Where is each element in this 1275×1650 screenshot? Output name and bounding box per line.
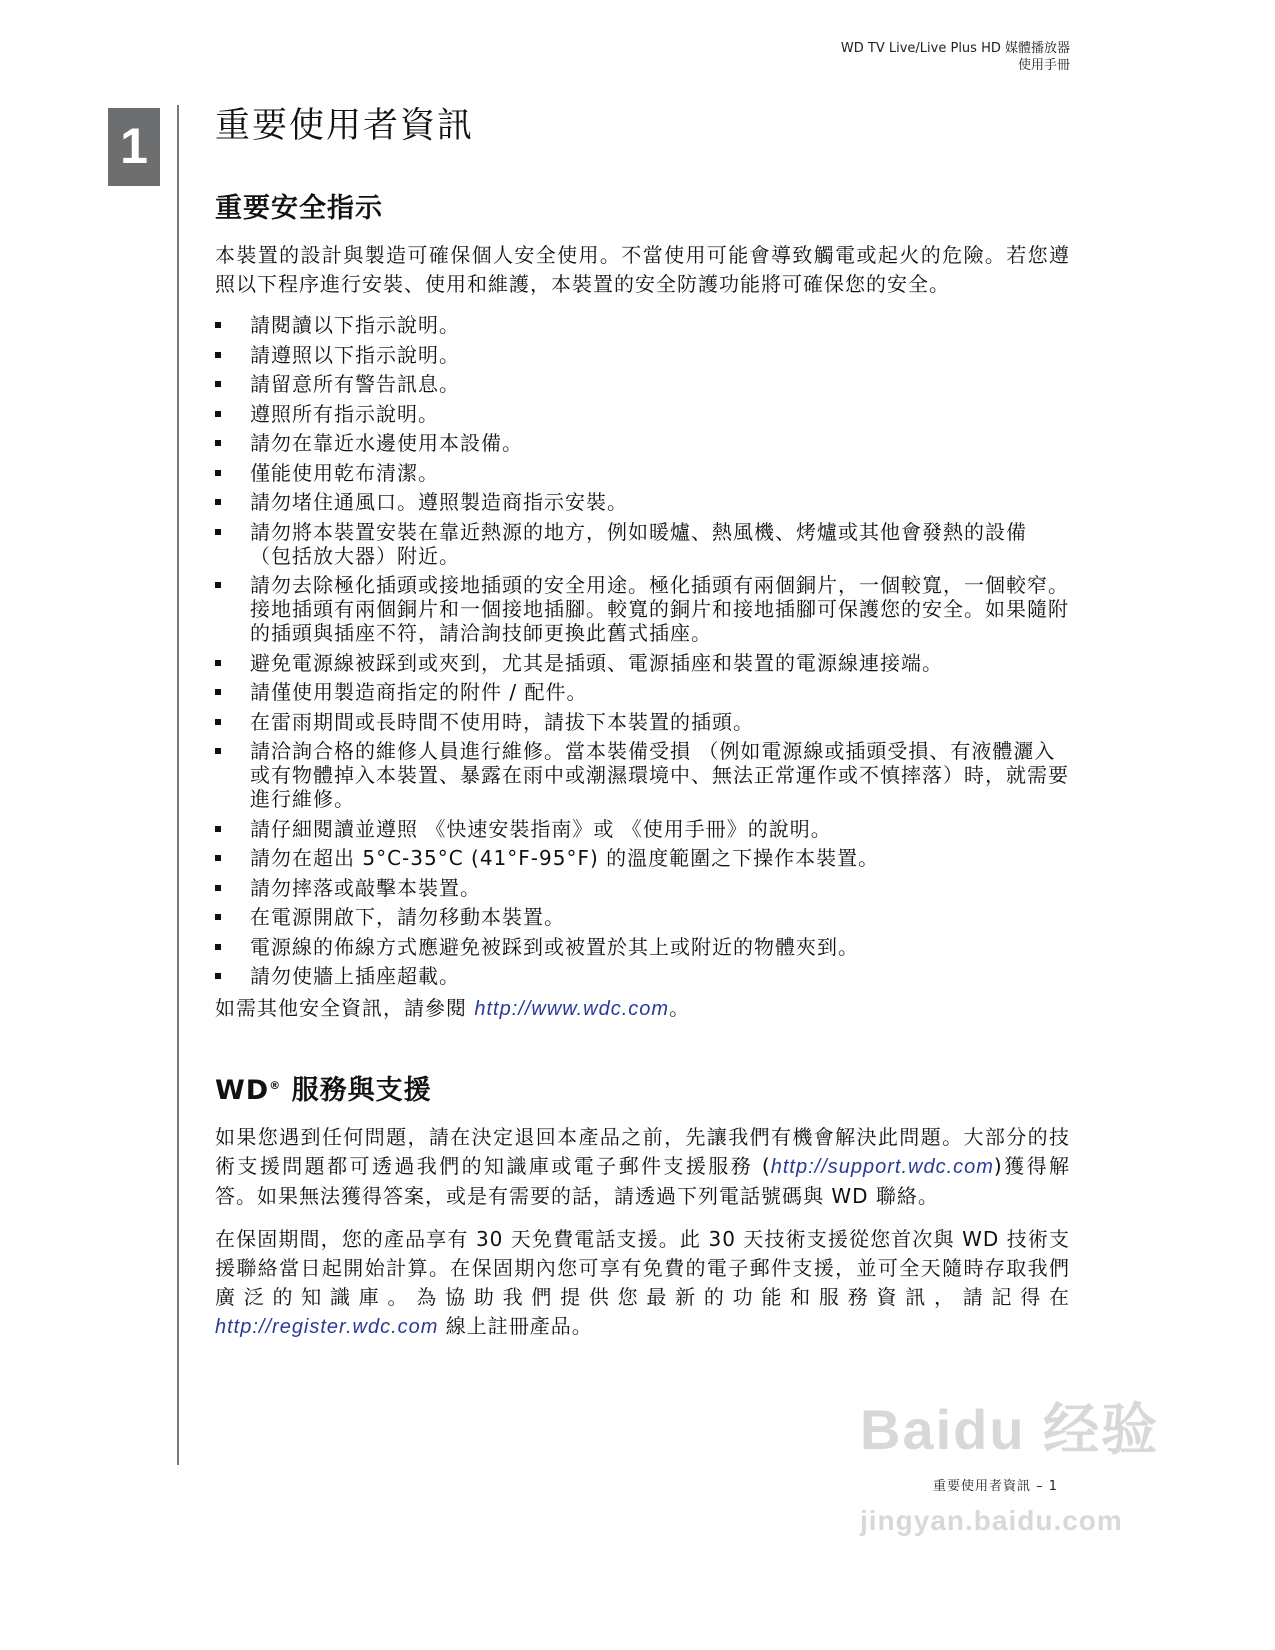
safety-list-item: 請仔細閱讀並遵照 《快速安裝指南》或 《使用手冊》的說明。	[215, 817, 1070, 841]
safety-list-item: 請勿使牆上插座超載。	[215, 964, 1070, 988]
header-manual: 使用手冊	[1017, 58, 1070, 73]
header-product: WD TV Live/Live Plus HD 媒體播放器	[840, 41, 1070, 56]
safety-list-item: 請閱讀以下指示說明。	[215, 313, 1070, 337]
bullet-icon	[215, 973, 221, 979]
safety-list-item: 電源線的佈線方式應避免被踩到或被置於其上或附近的物體夾到。	[215, 935, 1070, 959]
safety-list-item: 遵照所有指示說明。	[215, 402, 1070, 426]
safety-list-item: 請勿在靠近水邊使用本設備。	[215, 431, 1070, 455]
safety-list-item: 請勿去除極化插頭或接地插頭的安全用途。極化插頭有兩個銅片，一個較寬，一個較窄。接地插頭有兩個銅片和一個接地插腳。較寬的銅片和接地插腳可保護您的安全。如果隨附的插頭與插座不符，請洽詢技師更換此舊式插座。	[215, 573, 1070, 645]
baidu-watermark-url: jingyan.baidu.com	[860, 1505, 1123, 1536]
safety-list-item: 請洽詢合格的維修人員進行維修。當本裝備受損 （例如電源線或插頭受損、有液體灑入或有物體掉入本裝置、暴露在雨中或潮濕環境中、無法正常運作或不慎摔落）時，就需要進行維修。	[215, 739, 1070, 811]
safety-list-item: 請留意所有警告訊息。	[215, 372, 1070, 396]
baidu-watermark-logo: Baidu 经验	[860, 1398, 1160, 1461]
bullet-icon	[215, 914, 221, 920]
safety-intro: 本裝置的設計與製造可確保個人安全使用。不當使用可能會導致觸電或起火的危險。若您遵照以下程序進行安裝、使用和維護，本裝置的安全防護功能將可確保您的安全。	[215, 243, 1070, 296]
bullet-icon	[215, 381, 221, 387]
page-content	[215, 98, 1070, 1356]
bullet-icon	[215, 411, 221, 417]
bullet-icon	[215, 582, 221, 588]
safety-heading: 重要安全指示	[215, 193, 383, 224]
page-footer: 重要使用者資訊 – 1	[933, 1479, 1059, 1494]
chapter-number-badge: 1	[108, 108, 160, 186]
bullet-icon	[215, 689, 221, 695]
bullet-icon	[215, 322, 221, 328]
bullet-icon	[215, 499, 221, 505]
support-heading: WD® 服務與支援	[215, 1075, 432, 1106]
support-paragraph-2: 在保固期間，您的產品享有 30 天免費電話支援。此 30 天技術支援從您首次與 WD 技術支援聯絡當日起開始計算。在保固期內您可享有免費的電子郵件支援，並可全天隨時存取我們廣泛的知識庫。為協助我們提供您最新的功能和服務資訊，請記得在 http://register.wdc.com 線上註冊產品。	[215, 1227, 1070, 1338]
wdc-link[interactable]: http://www.wdc.com	[474, 998, 670, 1020]
bullet-icon	[215, 719, 221, 725]
register-link[interactable]: http://register.wdc.com	[215, 1316, 439, 1338]
bullet-icon	[215, 440, 221, 446]
page-title: 重要使用者資訊	[215, 106, 475, 146]
safety-list-item: 請僅使用製造商指定的附件 / 配件。	[215, 680, 1070, 704]
bullet-icon	[215, 944, 221, 950]
running-header	[841, 40, 1070, 74]
safety-more: 如需其他安全資訊，請參閱 http://www.wdc.com。	[215, 996, 691, 1020]
safety-list-item: 僅能使用乾布清潔。	[215, 461, 1070, 485]
margin-rule	[177, 105, 179, 1465]
safety-list-item: 在電源開啟下，請勿移動本裝置。	[215, 905, 1070, 929]
safety-list-item: 請勿堵住通風口。遵照製造商指示安裝。	[215, 490, 1070, 514]
bullet-icon	[215, 660, 221, 666]
bullet-icon	[215, 826, 221, 832]
safety-list-item: 避免電源線被踩到或夾到，尤其是插頭、電源插座和裝置的電源線連接端。	[215, 651, 1070, 675]
bullet-icon	[215, 855, 221, 861]
safety-list-item: 請勿將本裝置安裝在靠近熱源的地方，例如暖爐、熱風機、烤爐或其他會發熱的設備 （包括放大器）附近。	[215, 520, 1070, 568]
safety-list-item: 在雷雨期間或長時間不使用時，請拔下本裝置的插頭。	[215, 710, 1070, 734]
bullet-icon	[215, 529, 221, 535]
bullet-icon	[215, 885, 221, 891]
bullet-icon	[215, 352, 221, 358]
safety-list-item: 請勿摔落或敲擊本裝置。	[215, 876, 1070, 900]
support-link[interactable]: http://support.wdc.com	[770, 1156, 994, 1178]
safety-list-item: 請勿在超出 5°C-35°C (41°F-95°F) 的溫度範圍之下操作本裝置。	[215, 846, 1070, 870]
support-paragraph-1: 如果您遇到任何問題，請在決定退回本產品之前，先讓我們有機會解決此問題。大部分的技術支援問題都可透過我們的知識庫或電子郵件支援服務 (http://support.wdc.com)獲得解答。如果無法獲得答案，或是有需要的話，請透過下列電話號碼與 WD 聯絡。	[215, 1125, 1070, 1208]
bullet-icon	[215, 470, 221, 476]
safety-list-item: 請遵照以下指示說明。	[215, 343, 1070, 367]
bullet-icon	[215, 748, 221, 754]
safety-list	[215, 313, 1070, 988]
